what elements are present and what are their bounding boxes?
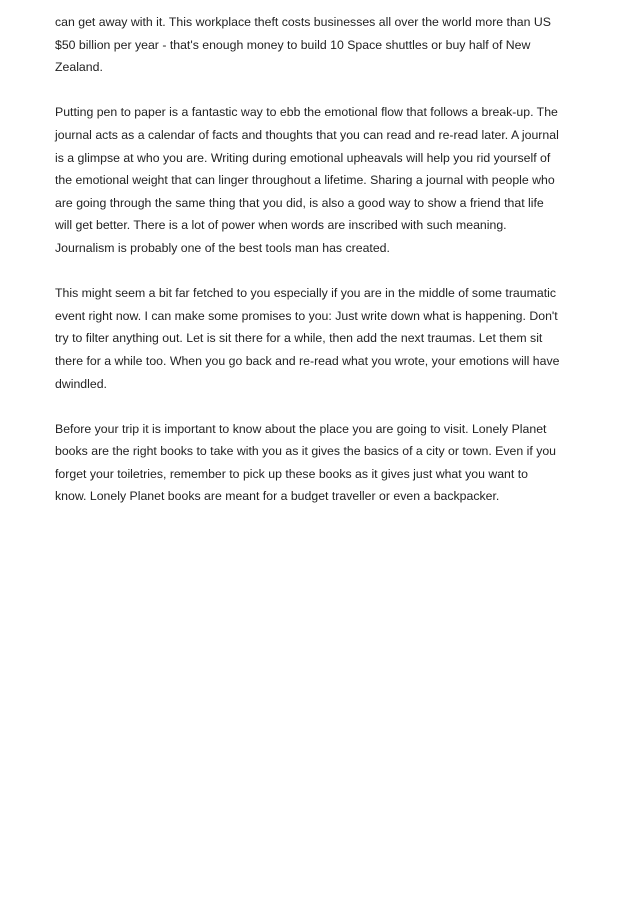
text-line: Zealand. xyxy=(55,60,103,75)
text-line: know. Lonely Planet books are meant for a budget traveller or even a backpacker. xyxy=(55,489,500,504)
document-body xyxy=(55,11,591,531)
text-line: $50 billion per year - that's enough money to build 10 Space shuttles or buy half of New xyxy=(55,37,531,52)
paragraph-2 xyxy=(55,101,591,259)
text-line: This might seem a bit far fetched to you especially if you are in the middle of some traumatic xyxy=(55,286,556,301)
text-line: Before your trip it is important to know about the place you are going to visit. Lonely Planet xyxy=(55,421,547,436)
text-line: are going through the same thing that you did, is also a good way to show a friend that life xyxy=(55,195,544,210)
text-line: there for a while too. When you go back and re-read what you wrote, your emotions will have xyxy=(55,353,560,368)
text-line: Journalism is probably one of the best tools man has created. xyxy=(55,240,390,255)
text-line: journal acts as a calendar of facts and thoughts that you can read and re-read later. A journal xyxy=(55,127,559,142)
text-line: can get away with it. This workplace theft costs businesses all over the world more than US xyxy=(55,15,551,29)
text-line: event right now. I can make some promises to you: Just write down what is happening. Don't xyxy=(55,308,558,323)
text-line: books are the right books to take with you as it gives the basics of a city or town. Even if you xyxy=(55,444,557,459)
text-line: the emotional weight that can linger throughout a lifetime. Sharing a journal with people who xyxy=(55,173,555,188)
text-line: will get better. There is a lot of power when words are inscribed with such meaning. xyxy=(55,218,507,233)
paragraph-1 xyxy=(55,11,591,79)
text-line: is a glimpse at who you are. Writing during emotional upheavals will help you rid yourself of xyxy=(55,150,551,165)
text-line: try to filter anything out. Let is sit there for a while, then add the next traumas. Let them sit xyxy=(55,331,543,346)
paragraph-3 xyxy=(55,282,591,395)
text-line: Putting pen to paper is a fantastic way to ebb the emotional flow that follows a break-up. The xyxy=(55,105,558,120)
text-line: dwindled. xyxy=(55,376,107,391)
text-line: forget your toiletries, remember to pick up these books as it gives just what you want to xyxy=(55,466,528,481)
paragraph-4 xyxy=(55,418,591,508)
